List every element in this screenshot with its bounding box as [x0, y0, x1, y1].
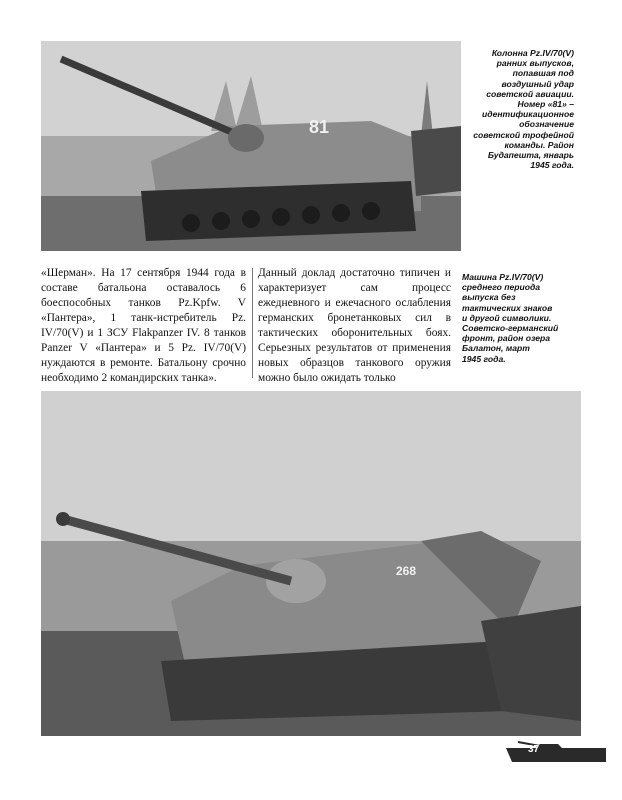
page-number: 37 — [528, 744, 540, 755]
bottom-photo-illustration — [41, 391, 581, 736]
top-photo-illustration — [41, 41, 461, 251]
column-divider — [252, 268, 253, 378]
body-text-right-column: Данный доклад достаточно типичен и характеризует сам процесс ежедневного и ежечасного ослабления германских бронетанковых сил в тактических оборонительных боях. Серьезных результатов от применения новых образцов танкового оружия можно было ожидать только — [258, 267, 451, 384]
bottom-photo-caption: Машина Pz.IV/70(V) среднего периода выпуска без тактических знаков и другой символики. Советско-германский фронт, район озера Балатон, март 1945 года. — [462, 272, 559, 364]
top-tank-number: 81 — [309, 117, 330, 137]
page-number-tab — [506, 740, 606, 762]
top-photo-caption: Колонна Pz.IV/70(V) ранних выпусков, попавшая под воздушный удар советской авиации. Номер «81» – идентификационное обозначение советской трофейной команды. Район Будапешта, январь 1945 года. — [473, 48, 574, 171]
bottom-tank-number: 268 — [396, 564, 417, 578]
body-text-left-column: «Шерман». На 17 сентября 1944 года в составе батальона оставалось 6 боеспособных танков Pz.Kpfw. V «Пантера», 1 танк-истребитель Pz. IV/70(V) и 1 ЗСУ Flakpanzer IV. 8 танков Panzer V «Пантера» и 5 Pz. IV/70(V) нуждаются в ремонте. Батальону срочно необходимо 2 командирских танка». — [41, 267, 246, 384]
top-photo — [41, 41, 461, 251]
bottom-photo — [41, 391, 581, 736]
